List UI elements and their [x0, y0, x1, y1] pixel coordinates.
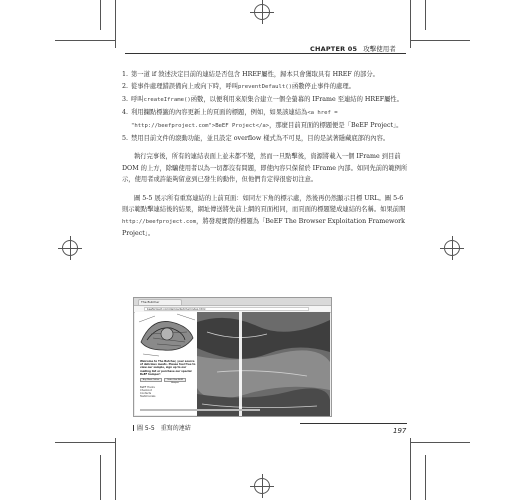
- buy-meat-button: Buy Meat Online: [140, 378, 162, 382]
- header-rule: [125, 53, 406, 54]
- welcome-text: Welcome to The Butcher, your source of delicious meats. Please feel free to view our sample, sign up to our mailing list or purchase our special BeEF hamper!: [140, 360, 196, 376]
- browser-tab: The Butcher: [138, 299, 182, 305]
- chapter-label: CHAPTER 05: [310, 45, 358, 53]
- list-item: 2. 從事件處理錯誤備向上或向下時，呼叫preventDefault()函數停止事件的處理。: [122, 83, 355, 90]
- figure-buttons: [140, 378, 186, 382]
- list-item: 1. 第一道 if 敘述決定目前的連結是否包含 HREF屬性，歸本只會獲取具有 HREF 的部分。: [122, 71, 379, 78]
- figure-link: Contacts: [140, 392, 152, 395]
- figure-screenshot: [133, 297, 332, 417]
- browser-page: [135, 312, 330, 415]
- figure-links: [140, 386, 155, 398]
- body-text: [122, 69, 408, 240]
- caption-marker: [133, 425, 134, 431]
- paragraph: 執行完事後，所有的連結表面上並未都不變，然而一旦點擊後，資源將載入一個 IFrame 到目前 DOM 的上方，除騙使用者以為一切都沒有問題，即使內容只保留於 IFrame 內部。如同先前的範例所示，使用者或許能夠留意到已發生的動作，但他們肯定得很密切注意。: [122, 153, 408, 183]
- meat-texture-image: [197, 312, 330, 416]
- list-item: 4. 利用攔點標籤的內容更新上的頁面的標題，例如，如果該連結為<a href = "http://beefproject.com">BeEF Project</a>，那麼目前頁面的標題便是「BeEF Project」。: [122, 109, 403, 129]
- footer-rule: [300, 423, 407, 424]
- page-number: 197: [393, 427, 407, 435]
- figure-link: BeEF Hooks: [140, 386, 155, 389]
- butcher-illustration: [137, 312, 197, 358]
- footer-line: [140, 409, 260, 411]
- inline-code: preventDefault(): [238, 84, 292, 90]
- paragraph: 圖 5-5 展示所有重寫連結的上前頁面：如同左下角的標示處，然後再仍然顯示目標 URL。圖 5-6 則示範點擊連結後的結果，網址傳送將先前上網的頁面相同，而頁面的標題變成連結的名稱。如果前開http://beefproject.com，將發現實際的標題為「BeEF The Browser Exploitation Framework Project」。: [122, 194, 406, 237]
- chapter-title: 攻擊使用者: [363, 45, 396, 53]
- list-item: 3. 呼叫createIframe()函數，以便利用來原集合建立一個全螢幕的 IFrame 至連結的 HREF屬性。: [122, 96, 403, 103]
- inline-code: <a href = "http://beefproject.com">BeEF Project</a>: [131, 110, 338, 129]
- order-hamper-button: Order Your BeEF Hamper: [164, 378, 186, 382]
- browser-tab-bar: [134, 298, 331, 306]
- inline-code: http://beefproject.com: [122, 218, 197, 225]
- list-item: 5. 禁用目前文件的滾動功能，並且設定 overflow 樣式為不可見，目的是試著隱藏底部的內容。: [122, 134, 390, 142]
- figure-link: Checkout: [140, 389, 152, 392]
- inline-code: createIframe(): [143, 97, 191, 103]
- figure-caption: 圖 5-5 重寫的連結: [133, 423, 191, 432]
- figure-link: Testimonials: [140, 395, 156, 398]
- running-header: [310, 44, 406, 53]
- url-field: beefproject.com/demos/butcher/index.html: [144, 307, 309, 311]
